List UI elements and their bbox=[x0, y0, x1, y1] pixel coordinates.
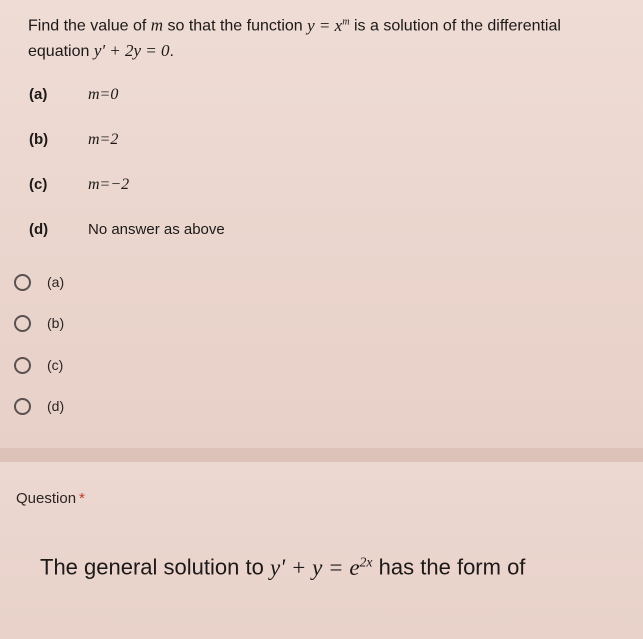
variable-m: m bbox=[150, 15, 164, 35]
radio-label-c[interactable]: (c) bbox=[47, 357, 64, 373]
option-letter-a: (a) bbox=[29, 86, 48, 103]
card-divider bbox=[0, 448, 643, 462]
radio-label-a[interactable]: (a) bbox=[47, 274, 65, 290]
required-marker: * bbox=[79, 490, 85, 507]
question-label bbox=[16, 490, 85, 507]
equation-base: y' + y = e bbox=[269, 554, 360, 580]
question-text bbox=[28, 10, 628, 64]
question-2-text-part: has the form of bbox=[372, 554, 526, 580]
question-text-part: equation bbox=[28, 42, 94, 60]
differential-equation: y' + 2y = 0 bbox=[93, 40, 170, 60]
question-text-part: is a solution of the differential bbox=[349, 17, 561, 35]
question-text-part: . bbox=[169, 42, 174, 60]
radio-button-d[interactable] bbox=[14, 398, 31, 415]
option-value-a: m=0 bbox=[88, 86, 119, 103]
option-letter-b: (b) bbox=[29, 131, 49, 148]
function-base: y = x bbox=[307, 15, 343, 35]
radio-button-b[interactable] bbox=[14, 315, 31, 332]
option-value-d: No answer as above bbox=[88, 221, 225, 238]
equation-exponent: 2x bbox=[359, 554, 373, 569]
radio-option-a[interactable] bbox=[14, 269, 64, 295]
question-text-part: Find the value of bbox=[28, 17, 151, 35]
question-2-equation bbox=[270, 555, 373, 580]
question-card-2 bbox=[0, 462, 643, 639]
option-letter-d: (d) bbox=[29, 221, 49, 238]
question-2-text-part: The general solution to bbox=[40, 554, 270, 580]
option-value-c: m=−2 bbox=[88, 176, 130, 193]
radio-option-c[interactable] bbox=[14, 352, 63, 378]
question-text-part: so that the function bbox=[163, 17, 308, 35]
radio-button-a[interactable] bbox=[14, 274, 31, 291]
question-label-text: Question bbox=[16, 490, 77, 507]
radio-button-c[interactable] bbox=[14, 357, 31, 374]
radio-option-d[interactable] bbox=[14, 393, 64, 419]
function-exponent: m bbox=[342, 16, 350, 27]
question-2-text bbox=[40, 554, 525, 581]
radio-label-d[interactable]: (d) bbox=[47, 398, 65, 414]
function-expression bbox=[307, 16, 349, 35]
option-letter-c: (c) bbox=[29, 176, 48, 193]
option-value-b: m=2 bbox=[88, 131, 119, 148]
radio-option-b[interactable] bbox=[14, 310, 64, 336]
radio-label-b[interactable]: (b) bbox=[47, 315, 65, 331]
